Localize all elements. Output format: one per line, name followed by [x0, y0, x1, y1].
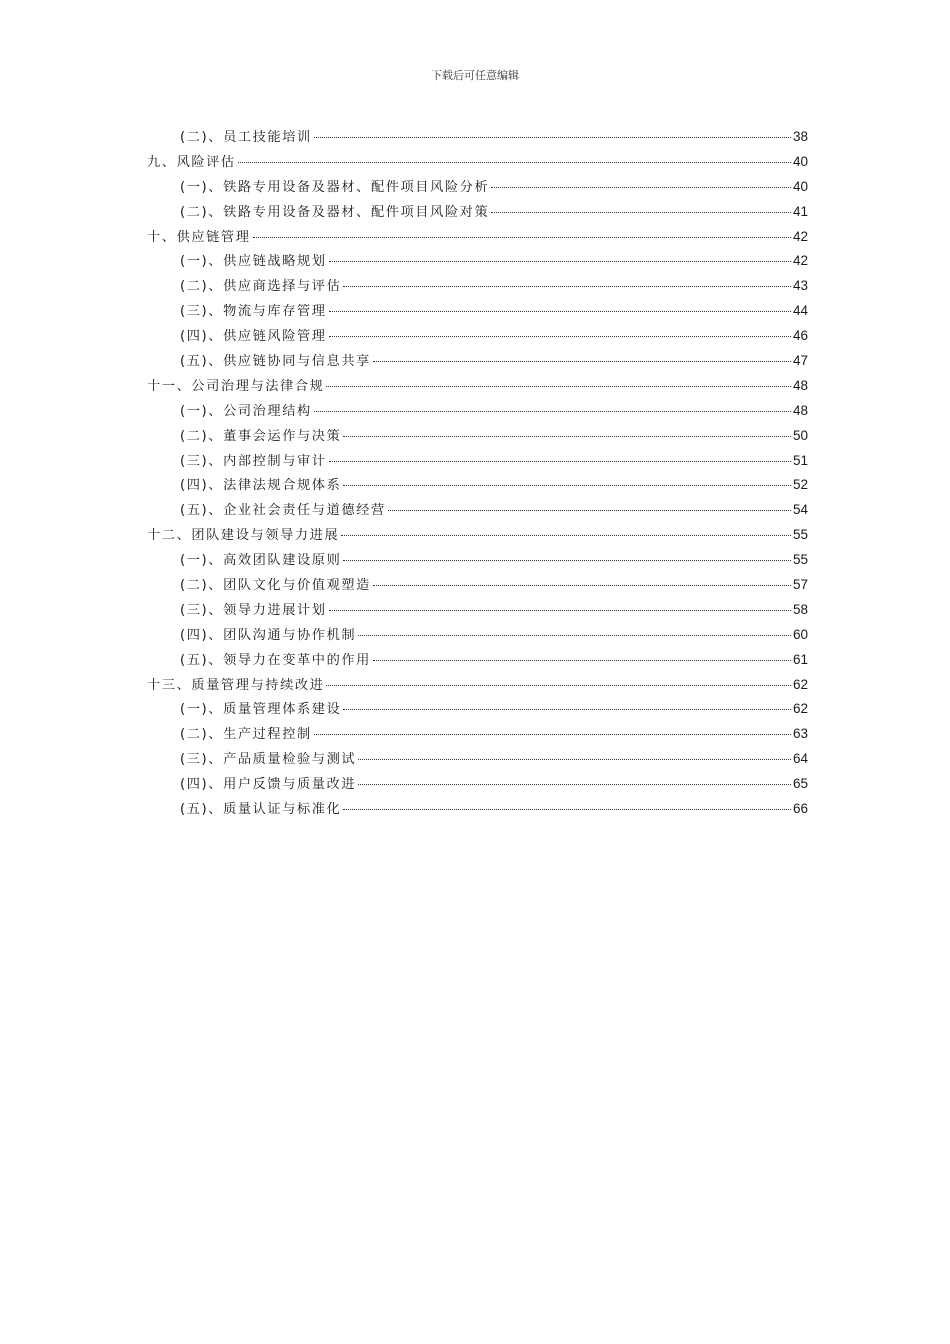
toc-section-entry[interactable]	[147, 549, 808, 574]
toc-page-number: 51	[792, 452, 808, 468]
toc-page-number: 42	[792, 253, 808, 269]
toc-entry-title: (一)、铁路专用设备及器材、配件项目风险分析	[180, 179, 490, 195]
toc-chapter-entry[interactable]	[147, 226, 808, 251]
toc-entry-title: (五)、企业社会责任与道德经营	[180, 503, 386, 519]
toc-dot-leader	[491, 212, 791, 213]
toc-entry-title: (三)、内部控制与审计	[180, 453, 327, 469]
toc-dot-leader	[343, 485, 791, 486]
toc-dot-leader	[238, 162, 791, 163]
toc-page-number: 46	[792, 328, 808, 344]
toc-entry-title: (五)、供应链协同与信息共享	[180, 354, 371, 370]
toc-entry-title: 九、风险评估	[147, 154, 236, 170]
toc-entry-title: (二)、铁路专用设备及器材、配件项目风险对策	[180, 204, 490, 220]
toc-dot-leader	[329, 461, 791, 462]
toc-entry-title: 十三、质量管理与持续改进	[147, 677, 325, 693]
toc-dot-leader	[329, 336, 791, 337]
toc-page-number: 54	[792, 502, 808, 518]
toc-page-number: 58	[792, 601, 808, 617]
toc-section-entry[interactable]	[147, 425, 808, 450]
toc-page-number: 60	[792, 626, 808, 642]
toc-entry-title: (三)、产品质量检验与测试	[180, 752, 357, 768]
toc-entry-title: (三)、领导力进展计划	[180, 602, 327, 618]
toc-page-number: 44	[792, 303, 808, 319]
toc-page-number: 48	[792, 402, 808, 418]
toc-section-entry[interactable]	[147, 250, 808, 275]
toc-entry-title: (二)、员工技能培训	[180, 130, 312, 145]
toc-dot-leader	[314, 411, 791, 412]
page-header: 下载后可任意编辑	[431, 69, 519, 82]
toc-dot-leader	[314, 734, 791, 735]
toc-page-number: 40	[792, 178, 808, 194]
toc-section-entry[interactable]	[147, 773, 808, 798]
toc-entry-title: 十一、公司治理与法律合规	[147, 378, 325, 394]
toc-page-number: 40	[792, 153, 808, 169]
toc-chapter-entry[interactable]	[147, 151, 808, 176]
toc-entry-title: (一)、质量管理体系建设	[180, 702, 342, 718]
toc-page-number: 43	[792, 278, 808, 294]
toc-section-entry[interactable]	[147, 599, 808, 624]
toc-entry-title: (五)、领导力在变革中的作用	[180, 652, 371, 668]
toc-page-number: 57	[792, 577, 808, 593]
toc-entry-title: 十二、团队建设与领导力进展	[147, 528, 340, 544]
toc-dot-leader	[326, 386, 791, 387]
toc-entry-title: (二)、团队文化与价值观塑造	[180, 578, 371, 594]
toc-page-number: 50	[792, 427, 808, 443]
toc-section-entry[interactable]	[147, 300, 808, 325]
toc-entry-title: (一)、公司治理结构	[180, 403, 312, 419]
toc-chapter-entry[interactable]	[147, 674, 808, 699]
toc-section-entry[interactable]	[147, 176, 808, 201]
toc-section-entry[interactable]	[147, 126, 808, 151]
toc-section-entry[interactable]	[147, 350, 808, 375]
toc-dot-leader	[329, 261, 791, 262]
toc-entry-title: (二)、生产过程控制	[180, 727, 312, 743]
toc-dot-leader	[326, 685, 791, 686]
toc-dot-leader	[343, 560, 791, 561]
toc-section-entry[interactable]	[147, 624, 808, 649]
toc-dot-leader	[329, 610, 791, 611]
toc-dot-leader	[314, 137, 791, 138]
toc-page-number: 55	[792, 527, 808, 543]
toc-page-number: 52	[792, 477, 808, 493]
toc-dot-leader	[343, 436, 791, 437]
toc-dot-leader	[343, 286, 791, 287]
toc-entry-title: (三)、物流与库存管理	[180, 304, 327, 320]
toc-section-entry[interactable]	[147, 574, 808, 599]
toc-section-entry[interactable]	[147, 798, 808, 823]
toc-dot-leader	[373, 585, 791, 586]
toc-page-number: 55	[792, 552, 808, 568]
toc-dot-leader	[341, 535, 791, 536]
toc-section-entry[interactable]	[147, 698, 808, 723]
toc-dot-leader	[491, 187, 791, 188]
toc-page-number: 62	[792, 701, 808, 717]
toc-section-entry[interactable]	[147, 499, 808, 524]
toc-section-entry[interactable]	[147, 649, 808, 674]
toc-entry-title: (一)、高效团队建设原则	[180, 553, 342, 569]
toc-entry-title: (五)、质量认证与标准化	[180, 802, 342, 818]
toc-page-number: 38	[792, 129, 808, 144]
toc-entry-title: (二)、供应商选择与评估	[180, 279, 342, 295]
toc-entry-title: (二)、董事会运作与决策	[180, 428, 342, 444]
toc-dot-leader	[373, 660, 791, 661]
toc-page-number: 42	[792, 228, 808, 244]
toc-dot-leader	[343, 709, 791, 710]
toc-entry-title: (四)、法律法规合规体系	[180, 478, 342, 494]
toc-page-number: 62	[792, 676, 808, 692]
toc-section-entry[interactable]	[147, 450, 808, 475]
toc-dot-leader	[388, 510, 791, 511]
toc-chapter-entry[interactable]	[147, 375, 808, 400]
toc-entry-title: (四)、供应链风险管理	[180, 329, 327, 345]
toc-entry-title: 十、供应链管理	[147, 229, 251, 245]
toc-dot-leader	[343, 809, 791, 810]
toc-section-entry[interactable]	[147, 748, 808, 773]
toc-section-entry[interactable]	[147, 400, 808, 425]
table-of-contents	[147, 126, 808, 823]
toc-page-number: 61	[792, 651, 808, 667]
toc-chapter-entry[interactable]	[147, 524, 808, 549]
toc-section-entry[interactable]	[147, 474, 808, 499]
toc-dot-leader	[358, 759, 791, 760]
toc-page-number: 63	[792, 726, 808, 742]
toc-page-number: 47	[792, 353, 808, 369]
toc-dot-leader	[358, 784, 791, 785]
toc-dot-leader	[329, 311, 791, 312]
toc-page-number: 48	[792, 377, 808, 393]
toc-page-number: 41	[792, 203, 808, 219]
toc-page-number: 64	[792, 751, 808, 767]
toc-entry-title: (四)、用户反馈与质量改进	[180, 777, 357, 793]
toc-dot-leader	[253, 237, 791, 238]
toc-section-entry[interactable]	[147, 723, 808, 748]
toc-page-number: 65	[792, 776, 808, 792]
toc-page-number: 66	[792, 801, 808, 817]
toc-dot-leader	[373, 361, 791, 362]
toc-entry-title: (一)、供应链战略规划	[180, 254, 327, 270]
toc-dot-leader	[358, 635, 791, 636]
toc-entry-title: (四)、团队沟通与协作机制	[180, 627, 357, 643]
toc-section-entry[interactable]	[147, 325, 808, 350]
toc-section-entry[interactable]	[147, 201, 808, 226]
toc-section-entry[interactable]	[147, 275, 808, 300]
